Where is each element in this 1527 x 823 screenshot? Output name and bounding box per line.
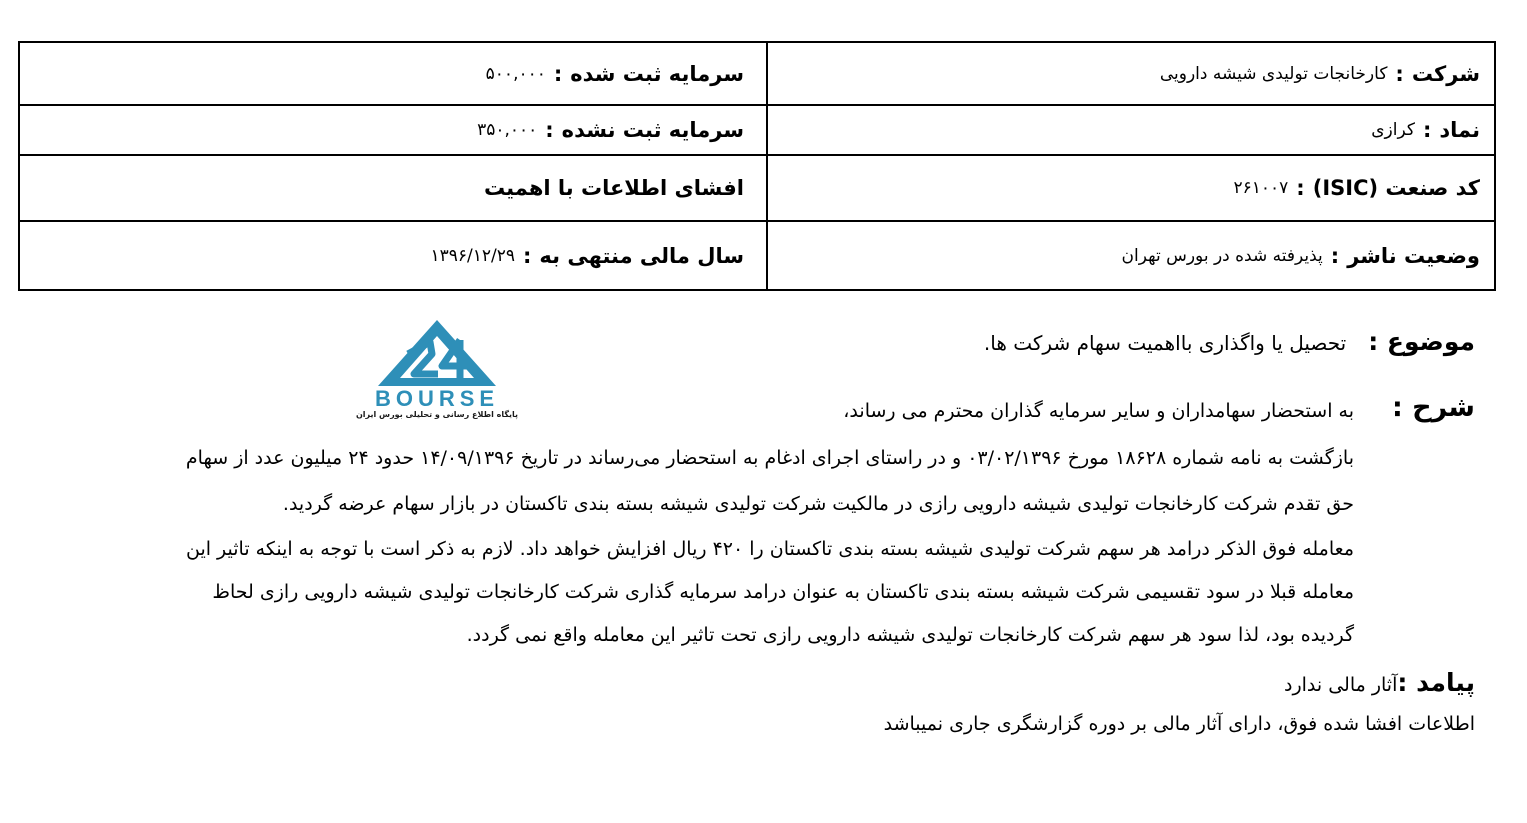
- disclosure-title: افشای اطلاعات با اهمیت: [483, 176, 744, 200]
- unregistered-capital-row: [20, 104, 766, 154]
- fiscal-year-separator: :: [523, 243, 532, 268]
- isic-value: ۲۶۱۰۰۷: [1233, 178, 1289, 198]
- registered-capital-value: ۵۰۰,۰۰۰: [485, 63, 546, 84]
- subject-value: تحصیل یا واگذاری بااهمیت سهام شرکت ها.: [983, 331, 1347, 355]
- subject-row: [984, 327, 1475, 356]
- description-label: شرح :: [1391, 392, 1475, 423]
- bourse24-logo: [338, 314, 536, 422]
- bourse24-logo-graphic: [338, 314, 536, 410]
- company-label: شرکت: [1411, 61, 1480, 86]
- description-line: به استحضار سهامداران و سایر سرمایه گذاران محترم می رساند،: [843, 400, 1354, 422]
- description-line: معامله فوق الذکر درامد هر سهم شرکت تولیدی شیشه بسته بندی تاکستان را ۴۲۰ ریال افزایش خواهد داد. لازم به ذکر است با توجه به اینکه تاثیر این: [185, 538, 1354, 560]
- unregistered-capital-separator: :: [545, 118, 554, 142]
- registered-capital-row: [20, 43, 766, 104]
- registered-capital-label: سرمایه ثبت شده: [570, 61, 744, 86]
- logo-wordmark: BOURSE: [374, 386, 500, 410]
- registered-capital-separator: :: [553, 61, 563, 86]
- description-line: گردیده بود، لذا سود هر سهم شرکت کارخانجات تولیدی شیشه دارویی رازی تحت تاثیر این معامله واقع نمی گردد.: [466, 624, 1354, 646]
- logo-caption: پایگاه اطلاع رسانی و تحلیلی بورس ایران: [355, 410, 519, 419]
- unregistered-capital-value: ۳۵۰,۰۰۰: [477, 120, 538, 140]
- subject-label: موضوع :: [1368, 327, 1475, 356]
- fiscal-year-label: سال مالی منتهی به: [539, 243, 744, 268]
- outcome-label: پیامد :: [1397, 668, 1475, 697]
- publisher-status-value: پذیرفته شده در بورس تهران: [1121, 245, 1323, 266]
- outcome-value: آثار مالی ندارد: [1284, 674, 1398, 696]
- company-info-table: [18, 41, 1496, 291]
- publisher-status-row: [768, 220, 1494, 289]
- fiscal-year-row: [20, 220, 766, 289]
- disclosure-title-row: [20, 154, 766, 220]
- company-value: کارخانجات تولیدی شیشه دارویی: [1159, 63, 1388, 84]
- company-row: [768, 43, 1494, 104]
- company-separator: :: [1395, 61, 1404, 86]
- company-info-column: [766, 43, 1494, 289]
- publisher-status-separator: :: [1330, 243, 1340, 268]
- isic-row: [768, 154, 1494, 220]
- fiscal-year-value: ۱۳۹۶/۱۲/۲۹: [430, 245, 515, 266]
- symbol-separator: :: [1422, 118, 1432, 142]
- publisher-status-label: وضعیت ناشر: [1347, 243, 1480, 268]
- isic-separator: :: [1296, 176, 1305, 200]
- unregistered-capital-label: سرمایه ثبت نشده: [561, 118, 744, 142]
- symbol-value: کرازی: [1371, 120, 1415, 140]
- capital-info-column: [20, 43, 766, 289]
- description-line: بازگشت به نامه شماره ۱۸۶۲۸ مورخ ۰۳/۰۲/۱۳۹۶ و در راستای اجرای ادغام به استحضار می‌رساند در تاریخ ۱۴/۰۹/۱۳۹۶ حدود ۲۴ میلیون عدد از سهام: [185, 447, 1354, 469]
- description-line: معامله قبلا در سود تقسیمی شرکت شیشه بسته بندی تاکستان به عنوان درامد سرمایه گذاری شرکت کارخانجات تولیدی شیشه دارویی رازی لحاظ: [212, 581, 1354, 603]
- outcome-row: [1284, 668, 1475, 697]
- description-line: حق تقدم شرکت کارخانجات تولیدی شیشه دارویی رازی در مالکیت شرکت تولیدی شیشه بسته بندی تاکستان در بازار سهام عرضه گردید.: [282, 493, 1354, 515]
- footer-note: اطلاعات افشا شده فوق، دارای آثار مالی بر دوره گزارشگری جاری نمیباشد: [883, 713, 1475, 735]
- isic-label: کد صنعت (ISIC): [1312, 176, 1480, 200]
- symbol-label: نماد: [1439, 118, 1480, 142]
- symbol-row: [768, 104, 1494, 154]
